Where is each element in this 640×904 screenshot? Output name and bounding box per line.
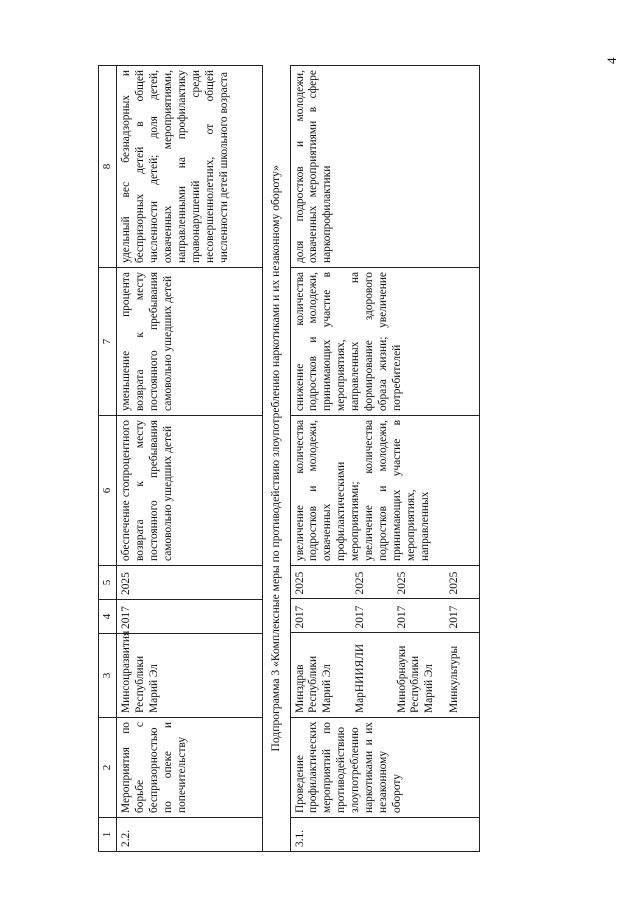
table-row [117, 66, 263, 852]
col-header: 1 [99, 818, 117, 852]
executor: Минкультуры [445, 633, 479, 717]
document-table-sheet [98, 66, 536, 852]
end-year: 2025 [293, 571, 306, 595]
start-year: 2017 [351, 599, 393, 633]
end-year: 2025 [353, 571, 366, 595]
col-header: 3 [99, 634, 117, 718]
consequences: уменьшение процента возврата к месту постоянного пребывания самовольно ушедших детей [117, 268, 263, 416]
indicators: доля подростков и молодежи, охваченных мероприятиями в сфере наркопрофилактики [290, 66, 479, 268]
column-number-row [99, 66, 117, 852]
executor: Минсоцразвития Республики Марий Эл [117, 634, 263, 718]
col-header: 8 [99, 66, 117, 268]
consequences: снижение количества подростков и молодежи, принимающих участие в мероприятиях, направленных на формирование здорового образа жизни; увеличение потребителей [290, 268, 479, 416]
expected-result: обеспечение стопроцентного возврата к месту постоянного пребывания самовольно ушедших детей [117, 416, 263, 566]
executor: Минобрнауки Республики Марий Эл [393, 633, 445, 717]
program-table [98, 65, 480, 852]
start-year: 2017 [117, 600, 263, 634]
subprogram-title: Подпрограмма 3 «Комплексные меры по противодействию злоупотреблению наркотиками и их незаконному обороту» [263, 66, 290, 852]
measure-name: Проведение профилактических мероприятий по противодействию злоупотреблению наркотиками и их незаконному обороту [290, 718, 479, 818]
executor-line [393, 565, 445, 717]
executor-line [351, 565, 393, 717]
indicators: удельный вес безнадзорных и беспризорных детей в общей численности детей; доля детей, охваченных мероприятиями, направленными на профилактику правонарушений среди несовершеннолетних, от общей численности детей школьного возраста [117, 66, 263, 268]
row-number: 3.1. [290, 818, 479, 852]
start-year: 2017 [393, 599, 445, 633]
executor-line [291, 565, 351, 717]
result-part: увеличение количества подростков и молодежи, принимающих участие в мероприятиях, направленных [363, 420, 431, 561]
executor: Минздрав Республики Марий Эл [291, 633, 351, 717]
expected-result [290, 416, 479, 566]
executor: МарНИИЯЛИ [351, 633, 393, 717]
row-number: 2.2. [117, 818, 263, 852]
col-header: 2 [99, 718, 117, 818]
end-year: 2025 [447, 571, 460, 595]
executor-line [445, 565, 479, 717]
result-part: увеличение количества подростков и молодежи, охваченных профилактическими мероприятиями; [293, 420, 362, 561]
col-header: 4 [99, 600, 117, 634]
col-header: 6 [99, 416, 117, 566]
col-header: 5 [99, 566, 117, 600]
measure-name: Мероприятия по борьбе с беспризорностью по опеке и попечительству [117, 718, 263, 818]
subprogram-row [263, 66, 290, 852]
executor-group [290, 566, 479, 718]
col-header: 7 [99, 268, 117, 416]
start-year: 2017 [445, 599, 479, 633]
start-year: 2017 [291, 599, 351, 633]
end-year: 2025 [117, 566, 263, 600]
page-number: 4 [604, 57, 619, 64]
end-year: 2025 [395, 571, 408, 595]
table-row [290, 66, 479, 852]
